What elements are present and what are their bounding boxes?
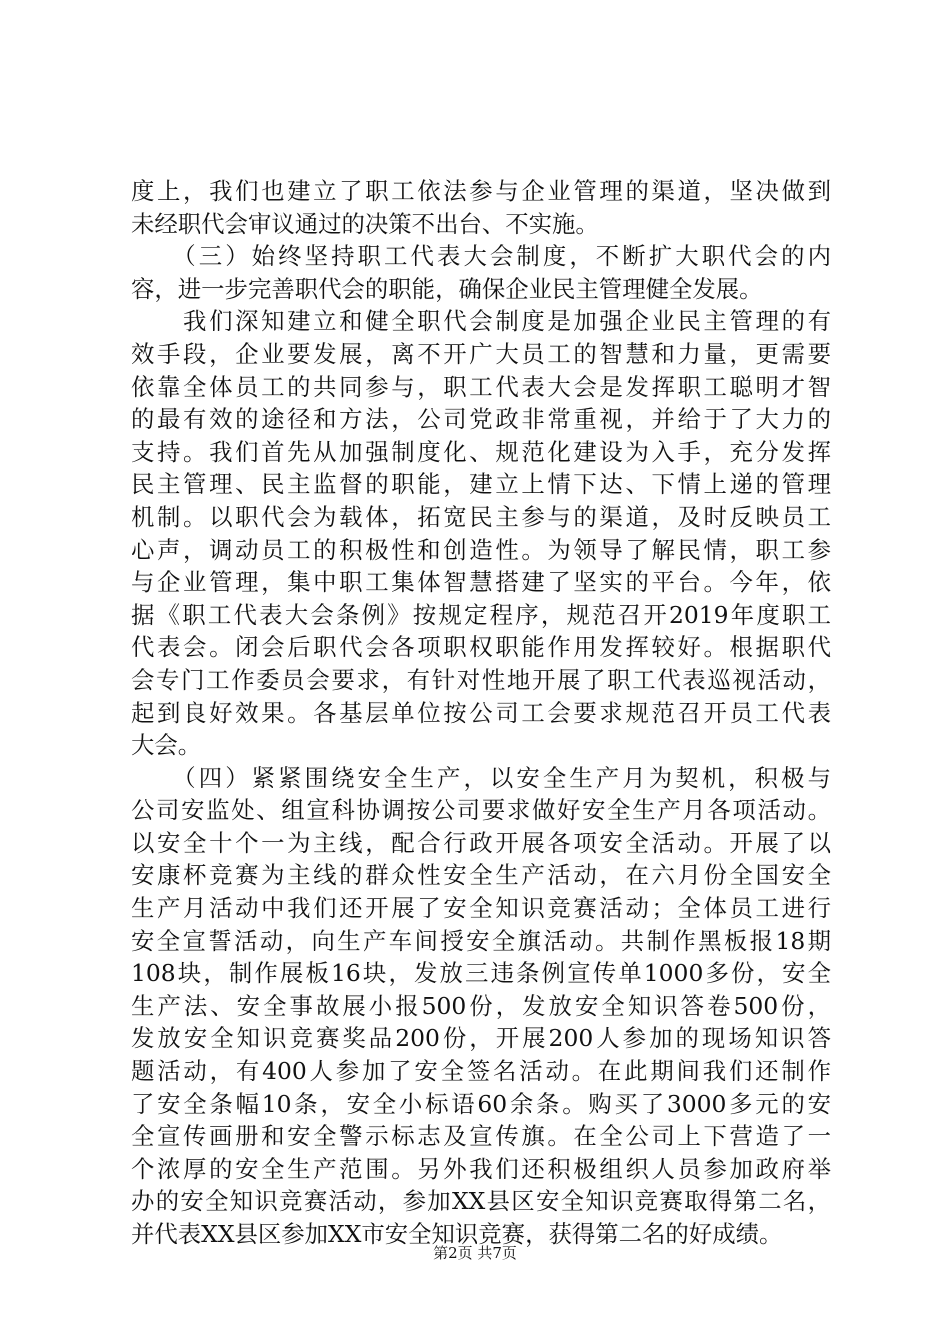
text-line: 办的安全知识竞赛活动，参加XX县区安全知识竞赛取得第二名， bbox=[131, 1187, 831, 1216]
text-line: 容，进一步完善职代会的职能，确保企业民主管理健全发展。 bbox=[131, 274, 763, 303]
text-line: 安全宣誓活动，向生产车间授安全旗活动。共制作黑板报18期 bbox=[131, 926, 831, 955]
text-line: 据《职工代表大会条例》按规定程序，规范召开2019年度职工 bbox=[131, 600, 831, 629]
text-line: 全宣传画册和安全警示标志及宣传旗。在全公司上下营造了一 bbox=[131, 1122, 831, 1151]
text-line: 大会。 bbox=[131, 731, 202, 760]
text-line: 度上，我们也建立了职工依法参与企业管理的渠道，坚决做到 bbox=[131, 177, 831, 205]
text-line: 未经职代会审议通过的决策不出台、不实施。 bbox=[131, 209, 599, 238]
text-line: 与企业管理，集中职工集体智慧搭建了坚实的平台。今年，依 bbox=[131, 568, 831, 597]
text-line: 了安全条幅10条，安全小标语60余条。购买了3000多元的安 bbox=[131, 1089, 831, 1118]
text-line: 我们深知建立和健全职代会制度是加强企业民主管理的有 bbox=[131, 307, 831, 336]
text-line: 依靠全体员工的共同参与，职工代表大会是发挥职工聪明才智 bbox=[131, 372, 831, 401]
text-line: 生产月活动中我们还开展了安全知识竞赛活动；全体员工进行 bbox=[131, 894, 831, 923]
text-line: 代表会。闭会后职代会各项职权职能作用发挥较好。根据职代 bbox=[131, 633, 831, 662]
text-line: 起到良好效果。各基层单位按公司工会要求规范召开员工代表 bbox=[131, 698, 831, 727]
text-line: 生产法、安全事故展小报500份，发放安全知识答卷500份， bbox=[131, 991, 831, 1020]
text-line: 效手段，企业要发展，离不开广大员工的智慧和力量，更需要 bbox=[131, 339, 831, 368]
text-line: 并代表XX县区参加XX市安全知识竞赛，获得第二名的好成绩。 bbox=[131, 1220, 783, 1248]
text-line: 心声，调动员工的积极性和创造性。为领导了解民情，职工参 bbox=[131, 535, 831, 564]
text-line: 公司安监处、组宣科协调按公司要求做好安全生产月各项活动。 bbox=[131, 796, 831, 825]
text-line: 题活动，有400人参加了安全签名活动。在此期间我们还制作 bbox=[131, 1057, 831, 1086]
text-line: 发放安全知识竞赛奖品200份，开展200人参加的现场知识答 bbox=[131, 1024, 831, 1053]
text-line: 支持。我们首先从加强制度化、规范化建设为入手，充分发挥 bbox=[131, 437, 831, 466]
text-line: （四）紧紧围绕安全生产，以安全生产月为契机，积极与 bbox=[131, 763, 831, 792]
text-line: 安康杯竞赛为主线的群众性安全生产活动，在六月份全国安全 bbox=[131, 861, 831, 890]
text-line: 民主管理、民主监督的职能，建立上情下达、下情上递的管理 bbox=[131, 470, 831, 499]
text-line: 会专门工作委员会要求，有针对性地开展了职工代表巡视活动， bbox=[131, 665, 831, 694]
text-line: 机制。以职代会为载体，拓宽民主参与的渠道，及时反映员工 bbox=[131, 502, 831, 531]
body-text bbox=[131, 175, 831, 1251]
text-line: 以安全十个一为主线，配合行政开展各项安全活动。开展了以 bbox=[131, 828, 831, 857]
text-line: 的最有效的途径和方法，公司党政非常重视，并给于了大力的 bbox=[131, 405, 831, 434]
text-line: 108块，制作展板16块，发放三违条例宣传单1000多份，安全 bbox=[131, 959, 831, 988]
text-line: （三）始终坚持职工代表大会制度，不断扩大职代会的内 bbox=[131, 242, 831, 271]
page-footer: 第2页 共7页 bbox=[433, 1244, 517, 1262]
text-line: 个浓厚的安全生产范围。另外我们还积极组织人员参加政府举 bbox=[131, 1154, 831, 1183]
